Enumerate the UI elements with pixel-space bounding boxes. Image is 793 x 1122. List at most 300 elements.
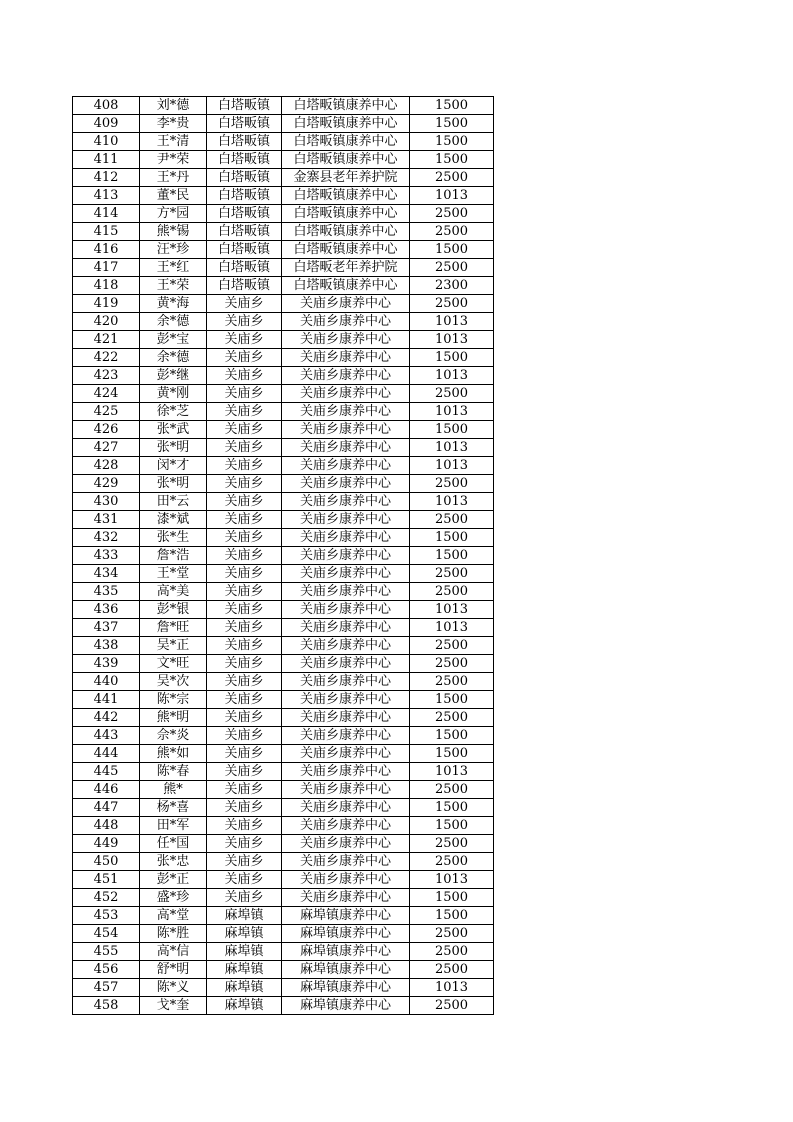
- township-cell: 关庙乡: [207, 745, 282, 763]
- data-table: [72, 96, 494, 1015]
- table-row: [73, 853, 494, 871]
- township-cell: 关庙乡: [207, 511, 282, 529]
- table-row: [73, 115, 494, 133]
- township-cell: 关庙乡: [207, 727, 282, 745]
- name-cell: 王*丹: [140, 169, 207, 187]
- institution-cell: 关庙乡康养中心: [282, 583, 410, 601]
- township-cell: 白塔畈镇: [207, 133, 282, 151]
- table-row: [73, 745, 494, 763]
- institution-cell: 关庙乡康养中心: [282, 781, 410, 799]
- township-cell: 麻埠镇: [207, 907, 282, 925]
- table-row: [73, 511, 494, 529]
- institution-cell: 关庙乡康养中心: [282, 421, 410, 439]
- amount-cell: 1013: [410, 367, 494, 385]
- amount-cell: 1500: [410, 691, 494, 709]
- township-cell: 白塔畈镇: [207, 97, 282, 115]
- institution-cell: 关庙乡康养中心: [282, 349, 410, 367]
- township-cell: 关庙乡: [207, 475, 282, 493]
- row-number-cell: 455: [73, 943, 140, 961]
- name-cell: 盛*珍: [140, 889, 207, 907]
- name-cell: 漆*斌: [140, 511, 207, 529]
- name-cell: 高*美: [140, 583, 207, 601]
- row-number-cell: 453: [73, 907, 140, 925]
- township-cell: 麻埠镇: [207, 961, 282, 979]
- institution-cell: 白塔畈镇康养中心: [282, 133, 410, 151]
- institution-cell: 麻埠镇康养中心: [282, 943, 410, 961]
- amount-cell: 1500: [410, 241, 494, 259]
- name-cell: 高*堂: [140, 907, 207, 925]
- table-row: [73, 133, 494, 151]
- name-cell: 陈*宗: [140, 691, 207, 709]
- table-row: [73, 187, 494, 205]
- table-row: [73, 547, 494, 565]
- amount-cell: 2500: [410, 961, 494, 979]
- amount-cell: 1013: [410, 403, 494, 421]
- name-cell: 王*荣: [140, 277, 207, 295]
- amount-cell: 1500: [410, 745, 494, 763]
- institution-cell: 关庙乡康养中心: [282, 313, 410, 331]
- name-cell: 董*民: [140, 187, 207, 205]
- institution-cell: 关庙乡康养中心: [282, 511, 410, 529]
- row-number-cell: 423: [73, 367, 140, 385]
- amount-cell: 2500: [410, 637, 494, 655]
- table-row: [73, 889, 494, 907]
- table-row: [73, 691, 494, 709]
- township-cell: 关庙乡: [207, 529, 282, 547]
- row-number-cell: 454: [73, 925, 140, 943]
- table-row: [73, 457, 494, 475]
- institution-cell: 关庙乡康养中心: [282, 457, 410, 475]
- row-number-cell: 432: [73, 529, 140, 547]
- township-cell: 关庙乡: [207, 295, 282, 313]
- row-number-cell: 422: [73, 349, 140, 367]
- row-number-cell: 450: [73, 853, 140, 871]
- township-cell: 白塔畈镇: [207, 223, 282, 241]
- table-row: [73, 403, 494, 421]
- table-row: [73, 655, 494, 673]
- row-number-cell: 446: [73, 781, 140, 799]
- township-cell: 白塔畈镇: [207, 205, 282, 223]
- amount-cell: 1013: [410, 763, 494, 781]
- institution-cell: 麻埠镇康养中心: [282, 907, 410, 925]
- name-cell: 余*德: [140, 349, 207, 367]
- row-number-cell: 409: [73, 115, 140, 133]
- table-row: [73, 205, 494, 223]
- table-row: [73, 223, 494, 241]
- township-cell: 麻埠镇: [207, 925, 282, 943]
- table-row: [73, 871, 494, 889]
- name-cell: 王*红: [140, 259, 207, 277]
- row-number-cell: 447: [73, 799, 140, 817]
- name-cell: 熊*如: [140, 745, 207, 763]
- township-cell: 白塔畈镇: [207, 187, 282, 205]
- table-row: [73, 421, 494, 439]
- name-cell: 彭*银: [140, 601, 207, 619]
- institution-cell: 白塔畈老年养护院: [282, 259, 410, 277]
- township-cell: 关庙乡: [207, 673, 282, 691]
- row-number-cell: 441: [73, 691, 140, 709]
- institution-cell: 关庙乡康养中心: [282, 763, 410, 781]
- township-cell: 关庙乡: [207, 799, 282, 817]
- institution-cell: 关庙乡康养中心: [282, 817, 410, 835]
- institution-cell: 关庙乡康养中心: [282, 799, 410, 817]
- township-cell: 白塔畈镇: [207, 259, 282, 277]
- amount-cell: 2500: [410, 997, 494, 1015]
- amount-cell: 2500: [410, 835, 494, 853]
- row-number-cell: 436: [73, 601, 140, 619]
- name-cell: 张*生: [140, 529, 207, 547]
- township-cell: 关庙乡: [207, 853, 282, 871]
- township-cell: 关庙乡: [207, 871, 282, 889]
- township-cell: 关庙乡: [207, 835, 282, 853]
- name-cell: 熊*: [140, 781, 207, 799]
- name-cell: 熊*锡: [140, 223, 207, 241]
- name-cell: 张*明: [140, 439, 207, 457]
- amount-cell: 2500: [410, 223, 494, 241]
- table-row: [73, 637, 494, 655]
- name-cell: 彭*继: [140, 367, 207, 385]
- township-cell: 白塔畈镇: [207, 277, 282, 295]
- amount-cell: 2500: [410, 565, 494, 583]
- amount-cell: 1013: [410, 493, 494, 511]
- table-row: [73, 619, 494, 637]
- amount-cell: 1500: [410, 133, 494, 151]
- name-cell: 陈*春: [140, 763, 207, 781]
- institution-cell: 白塔畈镇康养中心: [282, 97, 410, 115]
- row-number-cell: 433: [73, 547, 140, 565]
- row-number-cell: 414: [73, 205, 140, 223]
- township-cell: 麻埠镇: [207, 943, 282, 961]
- institution-cell: 关庙乡康养中心: [282, 601, 410, 619]
- amount-cell: 1500: [410, 421, 494, 439]
- amount-cell: 2500: [410, 853, 494, 871]
- table-row: [73, 367, 494, 385]
- table-row: [73, 529, 494, 547]
- amount-cell: 1500: [410, 889, 494, 907]
- name-cell: 高*信: [140, 943, 207, 961]
- table-row: [73, 727, 494, 745]
- table-row: [73, 565, 494, 583]
- institution-cell: 关庙乡康养中心: [282, 853, 410, 871]
- institution-cell: 关庙乡康养中心: [282, 835, 410, 853]
- amount-cell: 2500: [410, 673, 494, 691]
- amount-cell: 1013: [410, 457, 494, 475]
- institution-cell: 关庙乡康养中心: [282, 547, 410, 565]
- institution-cell: 白塔畈镇康养中心: [282, 205, 410, 223]
- township-cell: 关庙乡: [207, 889, 282, 907]
- table-row: [73, 601, 494, 619]
- name-cell: 张*明: [140, 475, 207, 493]
- institution-cell: 关庙乡康养中心: [282, 403, 410, 421]
- table-row: [73, 979, 494, 997]
- name-cell: 陈*义: [140, 979, 207, 997]
- amount-cell: 1013: [410, 871, 494, 889]
- township-cell: 关庙乡: [207, 349, 282, 367]
- table-row: [73, 781, 494, 799]
- institution-cell: 白塔畈镇康养中心: [282, 115, 410, 133]
- name-cell: 吴*正: [140, 637, 207, 655]
- institution-cell: 麻埠镇康养中心: [282, 997, 410, 1015]
- name-cell: 佘*炎: [140, 727, 207, 745]
- township-cell: 关庙乡: [207, 421, 282, 439]
- table-row: [73, 925, 494, 943]
- row-number-cell: 448: [73, 817, 140, 835]
- row-number-cell: 411: [73, 151, 140, 169]
- table-row: [73, 331, 494, 349]
- row-number-cell: 426: [73, 421, 140, 439]
- township-cell: 关庙乡: [207, 367, 282, 385]
- row-number-cell: 452: [73, 889, 140, 907]
- row-number-cell: 410: [73, 133, 140, 151]
- amount-cell: 1013: [410, 601, 494, 619]
- institution-cell: 关庙乡康养中心: [282, 331, 410, 349]
- amount-cell: 1013: [410, 439, 494, 457]
- amount-cell: 1500: [410, 115, 494, 133]
- name-cell: 王*清: [140, 133, 207, 151]
- township-cell: 关庙乡: [207, 331, 282, 349]
- amount-cell: 1500: [410, 547, 494, 565]
- institution-cell: 关庙乡康养中心: [282, 727, 410, 745]
- amount-cell: 2500: [410, 709, 494, 727]
- table-row: [73, 313, 494, 331]
- township-cell: 关庙乡: [207, 565, 282, 583]
- name-cell: 戈*奎: [140, 997, 207, 1015]
- amount-cell: 1013: [410, 619, 494, 637]
- name-cell: 张*武: [140, 421, 207, 439]
- amount-cell: 2500: [410, 475, 494, 493]
- name-cell: 熊*明: [140, 709, 207, 727]
- amount-cell: 2500: [410, 169, 494, 187]
- row-number-cell: 415: [73, 223, 140, 241]
- name-cell: 方*园: [140, 205, 207, 223]
- name-cell: 杨*喜: [140, 799, 207, 817]
- township-cell: 关庙乡: [207, 763, 282, 781]
- row-number-cell: 443: [73, 727, 140, 745]
- table-row: [73, 943, 494, 961]
- name-cell: 彭*宝: [140, 331, 207, 349]
- row-number-cell: 427: [73, 439, 140, 457]
- row-number-cell: 420: [73, 313, 140, 331]
- institution-cell: 关庙乡康养中心: [282, 367, 410, 385]
- township-cell: 关庙乡: [207, 547, 282, 565]
- amount-cell: 2500: [410, 385, 494, 403]
- table-row: [73, 439, 494, 457]
- township-cell: 白塔畈镇: [207, 169, 282, 187]
- name-cell: 任*国: [140, 835, 207, 853]
- row-number-cell: 416: [73, 241, 140, 259]
- row-number-cell: 458: [73, 997, 140, 1015]
- row-number-cell: 412: [73, 169, 140, 187]
- amount-cell: 1500: [410, 151, 494, 169]
- name-cell: 田*军: [140, 817, 207, 835]
- institution-cell: 白塔畈镇康养中心: [282, 277, 410, 295]
- amount-cell: 1500: [410, 529, 494, 547]
- township-cell: 关庙乡: [207, 781, 282, 799]
- institution-cell: 关庙乡康养中心: [282, 637, 410, 655]
- table-body: [73, 97, 494, 1015]
- township-cell: 白塔畈镇: [207, 115, 282, 133]
- row-number-cell: 413: [73, 187, 140, 205]
- amount-cell: 1013: [410, 979, 494, 997]
- township-cell: 关庙乡: [207, 619, 282, 637]
- institution-cell: 白塔畈镇康养中心: [282, 151, 410, 169]
- row-number-cell: 408: [73, 97, 140, 115]
- township-cell: 关庙乡: [207, 709, 282, 727]
- institution-cell: 关庙乡康养中心: [282, 619, 410, 637]
- amount-cell: 2500: [410, 925, 494, 943]
- institution-cell: 麻埠镇康养中心: [282, 961, 410, 979]
- name-cell: 黄*刚: [140, 385, 207, 403]
- name-cell: 尹*荣: [140, 151, 207, 169]
- township-cell: 白塔畈镇: [207, 151, 282, 169]
- row-number-cell: 439: [73, 655, 140, 673]
- amount-cell: 1500: [410, 907, 494, 925]
- institution-cell: 白塔畈镇康养中心: [282, 187, 410, 205]
- amount-cell: 1500: [410, 799, 494, 817]
- row-number-cell: 438: [73, 637, 140, 655]
- amount-cell: 2500: [410, 511, 494, 529]
- name-cell: 汪*珍: [140, 241, 207, 259]
- table-row: [73, 709, 494, 727]
- table-row: [73, 97, 494, 115]
- institution-cell: 关庙乡康养中心: [282, 295, 410, 313]
- row-number-cell: 429: [73, 475, 140, 493]
- row-number-cell: 421: [73, 331, 140, 349]
- row-number-cell: 431: [73, 511, 140, 529]
- township-cell: 关庙乡: [207, 691, 282, 709]
- row-number-cell: 417: [73, 259, 140, 277]
- row-number-cell: 419: [73, 295, 140, 313]
- row-number-cell: 418: [73, 277, 140, 295]
- row-number-cell: 424: [73, 385, 140, 403]
- township-cell: 关庙乡: [207, 637, 282, 655]
- table-row: [73, 241, 494, 259]
- township-cell: 关庙乡: [207, 439, 282, 457]
- row-number-cell: 425: [73, 403, 140, 421]
- institution-cell: 白塔畈镇康养中心: [282, 241, 410, 259]
- township-cell: 白塔畈镇: [207, 241, 282, 259]
- table-row: [73, 349, 494, 367]
- township-cell: 关庙乡: [207, 457, 282, 475]
- institution-cell: 麻埠镇康养中心: [282, 979, 410, 997]
- amount-cell: 1500: [410, 817, 494, 835]
- table-row: [73, 961, 494, 979]
- table-row: [73, 799, 494, 817]
- row-number-cell: 457: [73, 979, 140, 997]
- township-cell: 关庙乡: [207, 403, 282, 421]
- township-cell: 麻埠镇: [207, 979, 282, 997]
- township-cell: 关庙乡: [207, 601, 282, 619]
- name-cell: 余*德: [140, 313, 207, 331]
- amount-cell: 1500: [410, 97, 494, 115]
- township-cell: 麻埠镇: [207, 997, 282, 1015]
- name-cell: 王*堂: [140, 565, 207, 583]
- name-cell: 刘*德: [140, 97, 207, 115]
- table-row: [73, 277, 494, 295]
- table-row: [73, 169, 494, 187]
- amount-cell: 1500: [410, 727, 494, 745]
- name-cell: 詹*浩: [140, 547, 207, 565]
- name-cell: 吴*次: [140, 673, 207, 691]
- institution-cell: 白塔畈镇康养中心: [282, 223, 410, 241]
- name-cell: 李*贵: [140, 115, 207, 133]
- row-number-cell: 428: [73, 457, 140, 475]
- table-row: [73, 673, 494, 691]
- amount-cell: 2500: [410, 295, 494, 313]
- table-row: [73, 763, 494, 781]
- row-number-cell: 437: [73, 619, 140, 637]
- name-cell: 田*云: [140, 493, 207, 511]
- table-row: [73, 583, 494, 601]
- township-cell: 关庙乡: [207, 817, 282, 835]
- amount-cell: 1500: [410, 349, 494, 367]
- name-cell: 徐*芝: [140, 403, 207, 421]
- institution-cell: 关庙乡康养中心: [282, 691, 410, 709]
- table-row: [73, 817, 494, 835]
- institution-cell: 关庙乡康养中心: [282, 889, 410, 907]
- table-row: [73, 295, 494, 313]
- institution-cell: 关庙乡康养中心: [282, 709, 410, 727]
- row-number-cell: 435: [73, 583, 140, 601]
- name-cell: 闵*才: [140, 457, 207, 475]
- table-row: [73, 385, 494, 403]
- amount-cell: 2500: [410, 259, 494, 277]
- township-cell: 关庙乡: [207, 583, 282, 601]
- amount-cell: 2300: [410, 277, 494, 295]
- amount-cell: 2500: [410, 943, 494, 961]
- name-cell: 黄*海: [140, 295, 207, 313]
- table-row: [73, 997, 494, 1015]
- row-number-cell: 451: [73, 871, 140, 889]
- row-number-cell: 434: [73, 565, 140, 583]
- amount-cell: 1013: [410, 313, 494, 331]
- row-number-cell: 430: [73, 493, 140, 511]
- amount-cell: 2500: [410, 781, 494, 799]
- name-cell: 彭*正: [140, 871, 207, 889]
- institution-cell: 金寨县老年养护院: [282, 169, 410, 187]
- township-cell: 关庙乡: [207, 655, 282, 673]
- amount-cell: 1013: [410, 187, 494, 205]
- institution-cell: 关庙乡康养中心: [282, 529, 410, 547]
- institution-cell: 关庙乡康养中心: [282, 655, 410, 673]
- name-cell: 张*忠: [140, 853, 207, 871]
- institution-cell: 关庙乡康养中心: [282, 439, 410, 457]
- table-row: [73, 259, 494, 277]
- amount-cell: 2500: [410, 583, 494, 601]
- name-cell: 文*旺: [140, 655, 207, 673]
- row-number-cell: 444: [73, 745, 140, 763]
- name-cell: 詹*旺: [140, 619, 207, 637]
- table-row: [73, 835, 494, 853]
- row-number-cell: 449: [73, 835, 140, 853]
- institution-cell: 关庙乡康养中心: [282, 475, 410, 493]
- institution-cell: 关庙乡康养中心: [282, 385, 410, 403]
- amount-cell: 1013: [410, 331, 494, 349]
- institution-cell: 关庙乡康养中心: [282, 565, 410, 583]
- row-number-cell: 442: [73, 709, 140, 727]
- name-cell: 陈*胜: [140, 925, 207, 943]
- institution-cell: 关庙乡康养中心: [282, 745, 410, 763]
- table-row: [73, 907, 494, 925]
- table-row: [73, 151, 494, 169]
- table-row: [73, 493, 494, 511]
- amount-cell: 2500: [410, 655, 494, 673]
- township-cell: 关庙乡: [207, 385, 282, 403]
- table-row: [73, 475, 494, 493]
- row-number-cell: 456: [73, 961, 140, 979]
- township-cell: 关庙乡: [207, 313, 282, 331]
- row-number-cell: 440: [73, 673, 140, 691]
